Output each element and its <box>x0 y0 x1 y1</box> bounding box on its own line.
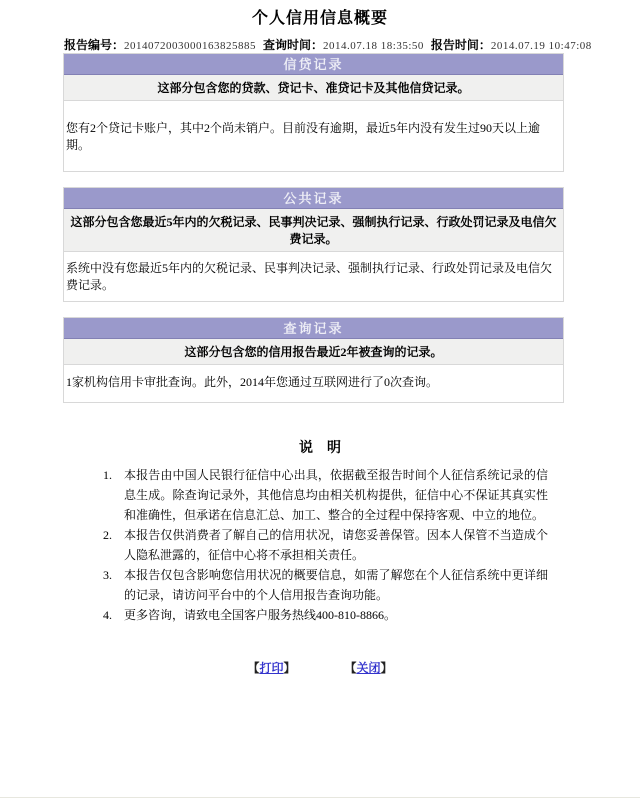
section-public-records <box>63 187 564 302</box>
note-number: 1. <box>103 468 112 482</box>
query-time-value: 2014.07.18 18:35:50 <box>323 40 424 52</box>
report-number-value: 2014072003000163825885 <box>124 40 257 52</box>
note-item-2 <box>103 525 548 565</box>
page-bottom-edge <box>0 797 640 798</box>
note-text: 本报告仅包含影响您信用状况的概要信息，如需了解您在个人征信系统中更详细的记录，请访问平台中的个人信用报告查询功能。 <box>124 568 548 602</box>
query-records-content: 1家机构信用卡审批查询。此外，2014年您通过互联网进行了0次查询。 <box>66 375 439 389</box>
note-item-3 <box>103 565 548 605</box>
section-query-records <box>63 317 564 403</box>
note-number: 4. <box>103 608 112 622</box>
notes-title: 说 明 <box>299 441 341 456</box>
report-number-label: 报告编号： <box>64 38 125 52</box>
public-records-header: 公共记录 <box>64 188 563 209</box>
note-text: 本报告仅供消费者了解自己的信用状况，请您妥善保管。因本人保管不当造成个人隐私泄露的，征信中心将不承担相关责任。 <box>124 528 548 562</box>
bracket: 】 <box>283 661 296 675</box>
credit-records-subtitle: 这部分包含您的贷款、贷记卡、准贷记卡及其他信贷记录。 <box>64 75 563 101</box>
query-records-subtitle: 这部分包含您的信用报告最近2年被查询的记录。 <box>64 339 563 365</box>
report-info-line <box>64 36 640 53</box>
note-number: 2. <box>103 528 112 542</box>
public-records-content: 系统中没有您最近5年内的欠税记录、民事判决记录、强制执行记录、行政处罚记录及电信欠费记录。 <box>66 261 553 292</box>
note-item-4 <box>103 605 548 625</box>
footer-links <box>0 659 640 676</box>
credit-records-header: 信贷记录 <box>64 54 563 75</box>
credit-records-content: 您有2个贷记卡账户，其中2个尚未销户。目前没有逾期，最近5年内没有发生过90天以上逾期。 <box>66 121 541 152</box>
close-link-group <box>345 659 393 676</box>
notes-list <box>0 465 640 625</box>
bracket: 【 <box>344 661 357 675</box>
public-records-subtitle: 这部分包含您最近5年内的欠税记录、民事判决记录、强制执行记录、行政处罚记录及电信欠费记录。 <box>64 209 563 252</box>
section-credit-records <box>63 53 564 172</box>
report-time-value: 2014.07.19 10:47:08 <box>490 40 592 52</box>
report-time-label: 报告时间： <box>430 38 491 52</box>
query-time-label: 查询时间： <box>263 38 324 52</box>
note-text: 本报告由中国人民银行征信中心出具，依据截至报告时间个人征信系统记录的信息生成。除查询记录外，其他信息均由相关机构提供，征信中心不保证其真实性和准确性，但承诺在信息汇总、加工、整合的全过程中保持客观、中立的地位。 <box>124 468 548 522</box>
note-item-1 <box>103 465 548 525</box>
note-text: 更多咨询，请致电全国客户服务热线400-810-8866。 <box>124 608 396 622</box>
print-link-group <box>247 659 295 676</box>
query-records-header: 查询记录 <box>64 318 563 339</box>
bracket: 】 <box>380 661 393 675</box>
page-title: 个人信用信息概要 <box>251 10 388 27</box>
note-number: 3. <box>103 568 112 582</box>
print-link[interactable]: 打印 <box>259 661 284 675</box>
bracket: 【 <box>247 661 260 675</box>
close-link[interactable]: 关闭 <box>356 661 381 675</box>
